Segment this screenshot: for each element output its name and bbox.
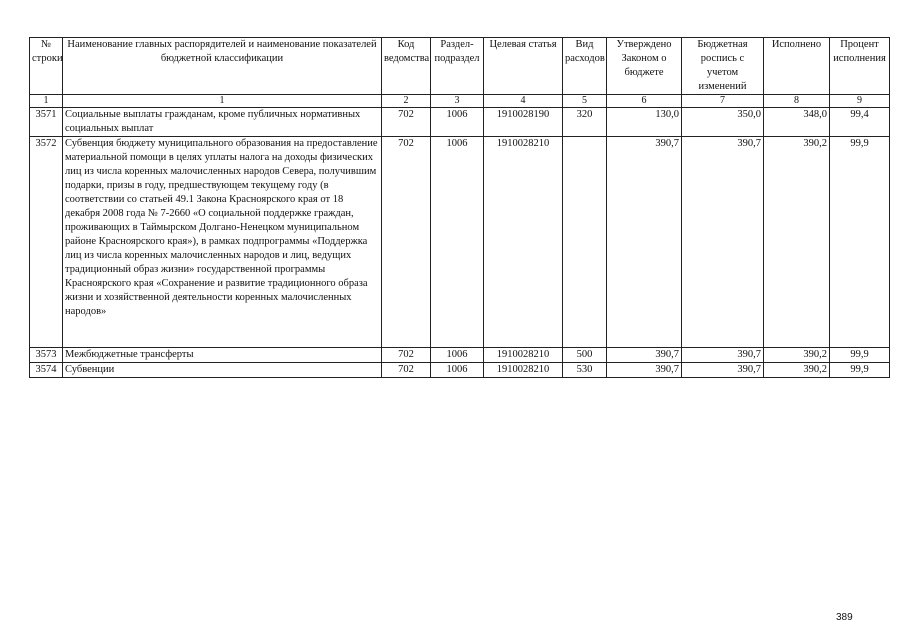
column-number: 6 <box>607 95 682 108</box>
row-number: 3574 <box>30 363 63 378</box>
row-budget: 390,7 <box>682 137 764 348</box>
header-section: Раздел-подраздел <box>431 38 484 95</box>
row-expense-type: 320 <box>563 108 607 137</box>
row-name: Межбюджетные трансферты <box>63 348 382 363</box>
table-row <box>30 108 890 137</box>
row-name: Социальные выплаты гражданам, кроме публичных нормативных социальных выплат <box>63 108 382 137</box>
column-number: 3 <box>431 95 484 108</box>
column-number: 5 <box>563 95 607 108</box>
header-expense-type: Вид расходов <box>563 38 607 95</box>
column-number-row <box>30 95 890 108</box>
column-number: 4 <box>484 95 563 108</box>
row-name: Субвенции <box>63 363 382 378</box>
header-approved: Утверждено Законом о бюджете <box>607 38 682 95</box>
row-budget: 390,7 <box>682 348 764 363</box>
column-number: 7 <box>682 95 764 108</box>
row-approved: 130,0 <box>607 108 682 137</box>
column-number: 1 <box>30 95 63 108</box>
table-row <box>30 137 890 348</box>
budget-execution-table <box>29 37 890 378</box>
table-row <box>30 348 890 363</box>
row-section: 1006 <box>431 363 484 378</box>
row-target: 1910028210 <box>484 363 563 378</box>
row-name: Субвенция бюджету муниципального образования на предоставление материальной помощи в целях уплаты налога на доходы физических лиц из числа коренных малочисленных народов Севера, получившим подарки, призы в году, предшествующем текущему году (в соответствии со статьей 49.1 Закона Красноярского края от 18 декабря 2008 года № 7-2660 «О социальной поддержке граждан, проживающих в Таймырском Долгано-Ненецком муниципальном районе Красноярского края»), в рамках подпрограммы «Поддержка лиц из числа коренных малочисленных народов и лиц, ведущих традиционный образ жизни» государственной программы Красноярского края «Сохранение и развитие традиционного образа жизни и хозяйственной деятельности коренных малочисленных народов» <box>63 137 382 348</box>
row-executed: 390,2 <box>764 363 830 378</box>
row-target: 1910028210 <box>484 137 563 348</box>
header-row-no: № строки <box>30 38 63 95</box>
row-dept: 702 <box>382 348 431 363</box>
row-expense-type: 500 <box>563 348 607 363</box>
row-expense-type: 530 <box>563 363 607 378</box>
row-approved: 390,7 <box>607 348 682 363</box>
column-number: 8 <box>764 95 830 108</box>
row-target: 1910028190 <box>484 108 563 137</box>
row-number: 3573 <box>30 348 63 363</box>
column-number: 9 <box>830 95 890 108</box>
header-percent: Процент исполнения <box>830 38 890 95</box>
row-approved: 390,7 <box>607 363 682 378</box>
row-percent: 99,4 <box>830 108 890 137</box>
row-budget: 390,7 <box>682 363 764 378</box>
row-section: 1006 <box>431 137 484 348</box>
row-executed: 390,2 <box>764 137 830 348</box>
row-dept: 702 <box>382 137 431 348</box>
row-approved: 390,7 <box>607 137 682 348</box>
row-dept: 702 <box>382 108 431 137</box>
row-dept: 702 <box>382 363 431 378</box>
page-number: 389 <box>836 612 853 623</box>
header-row <box>30 38 890 95</box>
header-executed: Исполнено <box>764 38 830 95</box>
row-percent: 99,9 <box>830 137 890 348</box>
header-name: Наименование главных распорядителей и наименование показателей бюджетной классификации <box>63 38 382 95</box>
header-budget: Бюджетная роспись с учетом изменений <box>682 38 764 95</box>
row-target: 1910028210 <box>484 348 563 363</box>
column-number: 2 <box>382 95 431 108</box>
row-number: 3571 <box>30 108 63 137</box>
table-row <box>30 363 890 378</box>
row-percent: 99,9 <box>830 348 890 363</box>
row-budget: 350,0 <box>682 108 764 137</box>
row-executed: 348,0 <box>764 108 830 137</box>
row-section: 1006 <box>431 108 484 137</box>
column-number: 1 <box>63 95 382 108</box>
row-executed: 390,2 <box>764 348 830 363</box>
header-target: Целевая статья <box>484 38 563 95</box>
row-expense-type <box>563 137 607 348</box>
row-section: 1006 <box>431 348 484 363</box>
header-dept: Код ведомства <box>382 38 431 95</box>
row-percent: 99,9 <box>830 363 890 378</box>
row-number: 3572 <box>30 137 63 348</box>
